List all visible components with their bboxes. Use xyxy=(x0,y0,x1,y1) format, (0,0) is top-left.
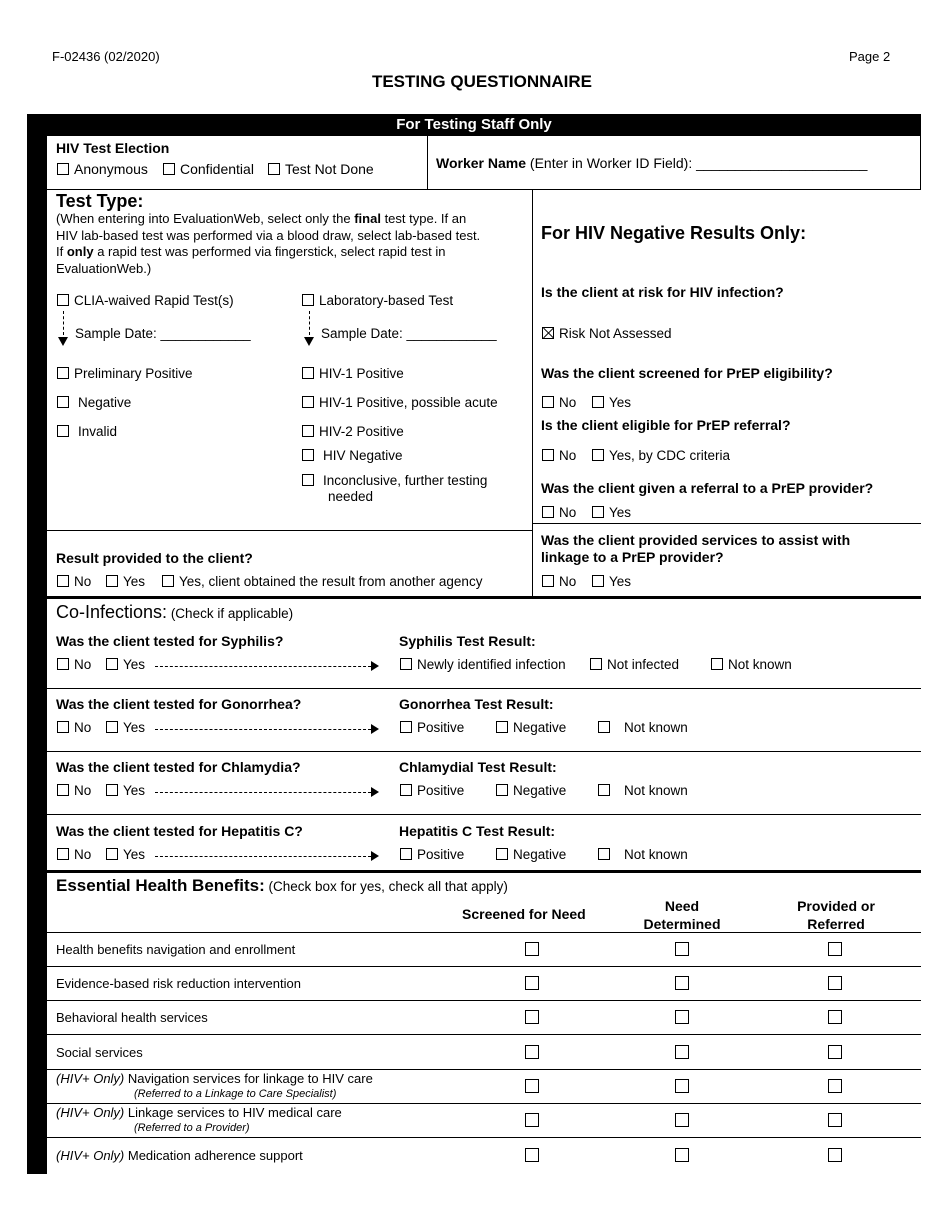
chlamydia-result-option[interactable]: Not known xyxy=(598,783,688,798)
lab-sample-date[interactable]: Sample Date: ____________ xyxy=(321,326,497,341)
col-provided-header: Provided or Referred xyxy=(797,898,875,932)
benefit-need-checkbox[interactable] xyxy=(675,1045,689,1059)
linkage-no-option[interactable]: No xyxy=(542,574,576,589)
benefit-provided-checkbox[interactable] xyxy=(828,942,842,956)
syphilis-result-option[interactable]: Not known xyxy=(711,657,792,672)
lab-test-checkbox[interactable] xyxy=(302,294,314,306)
benefit-need-checkbox[interactable] xyxy=(675,976,689,990)
benefit-screened-checkbox[interactable] xyxy=(525,1079,539,1093)
test-type-heading: Test Type: xyxy=(56,191,144,211)
chlamydia-result-label: Chlamydial Test Result: xyxy=(399,759,557,775)
gonorrhea-result-checkbox[interactable] xyxy=(598,721,610,733)
rapid-test-checkbox[interactable] xyxy=(57,294,69,306)
inconclusive-option[interactable]: Inconclusive, further testing needed xyxy=(302,473,487,505)
syphilis-result-option[interactable]: Newly identified infection xyxy=(400,657,566,672)
gonorrhea-result-label: Gonorrhea Test Result: xyxy=(399,696,554,712)
chlamydia-result-option[interactable]: Positive xyxy=(400,783,464,798)
risk-not-assessed-checkbox[interactable] xyxy=(542,327,554,339)
hepatitis-c-result-option[interactable]: Negative xyxy=(496,847,566,862)
hepatitis-c-result-label: Hepatitis C Test Result: xyxy=(399,823,556,839)
gonorrhea-result-option[interactable]: Not known xyxy=(598,720,688,735)
referral-yes-option[interactable]: Yes xyxy=(592,505,631,520)
linkage-yes-checkbox[interactable] xyxy=(592,575,604,587)
hepatitis-c-question: Was the client tested for Hepatitis C? xyxy=(56,823,303,839)
test-not-done-checkbox[interactable] xyxy=(268,163,280,175)
benefit-provided-checkbox[interactable] xyxy=(828,1148,842,1162)
arrow-line xyxy=(155,792,371,793)
chlamydia-result-checkbox[interactable] xyxy=(598,784,610,796)
prep-screened-question: Was the client screened for PrEP eligibility? xyxy=(541,365,833,381)
screened-no-option[interactable]: No xyxy=(542,395,576,410)
linkage-yes-option[interactable]: Yes xyxy=(592,574,631,589)
hiv1-positive-checkbox[interactable] xyxy=(302,367,314,379)
result-yes-option[interactable]: Yes xyxy=(106,574,145,589)
arrow-down-icon xyxy=(58,337,68,346)
gonorrhea-result-option[interactable]: Negative xyxy=(496,720,566,735)
benefit-screened-checkbox[interactable] xyxy=(525,1148,539,1162)
referral-no-option[interactable]: No xyxy=(542,505,576,520)
invalid-checkbox[interactable] xyxy=(57,425,69,437)
arrow-right-icon xyxy=(371,661,379,671)
col-need-header: Need Determined xyxy=(643,898,721,932)
hiv1-acute-option[interactable]: HIV-1 Positive, possible acute xyxy=(302,395,498,410)
anonymous-checkbox[interactable] xyxy=(57,163,69,175)
syphilis-result-option[interactable]: Not infected xyxy=(590,657,679,672)
hiv2-positive-option[interactable]: HIV-2 Positive xyxy=(302,424,404,439)
invalid-option[interactable]: Invalid xyxy=(57,424,117,439)
result-yes-checkbox[interactable] xyxy=(106,575,118,587)
result-other-agency-checkbox[interactable] xyxy=(162,575,174,587)
hepatitis-c-result-checkbox[interactable] xyxy=(496,848,508,860)
prep-linkage-question: Was the client provided services to assist with linkage to a PrEP provider? xyxy=(541,532,851,565)
hepatitis-c-tested-no-checkbox[interactable] xyxy=(57,848,69,860)
benefit-row-label: Health benefits navigation and enrollment xyxy=(56,942,296,957)
negative-results-heading: For HIV Negative Results Only: xyxy=(541,223,807,243)
benefit-screened-checkbox[interactable] xyxy=(525,976,539,990)
eligible-yes-option[interactable]: Yes, by CDC criteria xyxy=(592,448,730,463)
benefit-need-checkbox[interactable] xyxy=(675,1113,689,1127)
chlamydia-result-checkbox[interactable] xyxy=(400,784,412,796)
negative-option[interactable]: Negative xyxy=(57,395,131,410)
test-not-done-option[interactable]: Test Not Done xyxy=(268,161,374,177)
hepatitis-c-tested-no-option[interactable]: No xyxy=(57,847,91,862)
chlamydia-question: Was the client tested for Chlamydia? xyxy=(56,759,301,775)
eligible-no-option[interactable]: No xyxy=(542,448,576,463)
result-provided-question: Result provided to the client? xyxy=(56,550,253,566)
benefit-screened-checkbox[interactable] xyxy=(525,1113,539,1127)
risk-question: Is the client at risk for HIV infection? xyxy=(541,284,784,300)
benefits-heading: Essential Health Benefits: (Check box for yes, check all that apply) xyxy=(56,876,508,895)
hiv1-positive-option[interactable]: HIV-1 Positive xyxy=(302,366,404,381)
benefit-need-checkbox[interactable] xyxy=(675,1010,689,1024)
confidential-option[interactable]: Confidential xyxy=(163,161,254,177)
page-title: TESTING QUESTIONNAIRE xyxy=(371,72,593,91)
result-no-checkbox[interactable] xyxy=(57,575,69,587)
benefit-row-label: Behavioral health services xyxy=(56,1010,208,1025)
chlamydia-tested-no-checkbox[interactable] xyxy=(57,784,69,796)
chlamydia-result-checkbox[interactable] xyxy=(496,784,508,796)
eligible-no-checkbox[interactable] xyxy=(542,449,554,461)
gonorrhea-tested-no-checkbox[interactable] xyxy=(57,721,69,733)
screened-yes-checkbox[interactable] xyxy=(592,396,604,408)
col-screened-header: Screened for Need xyxy=(462,906,586,922)
syphilis-result-checkbox[interactable] xyxy=(400,658,412,670)
lab-test-option[interactable]: Laboratory-based Test xyxy=(302,293,453,308)
result-no-option[interactable]: No xyxy=(57,574,91,589)
result-other-agency-option[interactable]: Yes, client obtained the result from another agency xyxy=(162,574,482,589)
arrow-right-icon xyxy=(371,851,379,861)
rapid-test-option[interactable]: CLIA-waived Rapid Test(s) xyxy=(57,293,234,308)
confidential-checkbox[interactable] xyxy=(163,163,175,175)
form-id: F-02436 (02/2020) xyxy=(52,49,160,64)
benefit-provided-checkbox[interactable] xyxy=(828,1079,842,1093)
benefit-row-label: (HIV+ Only) Navigation services for linkage to HIV care (Referred to a Linkage to Care Specialist) xyxy=(56,1071,373,1100)
arrow-line xyxy=(155,666,371,667)
test-type-note: (When entering into EvaluationWeb, select only the final test type. If an HIV lab-based test was performed via a blood draw, select lab-based test. If only a rapid test was performed via fingerstick, select rapid test in EvaluationWeb.) xyxy=(56,211,481,276)
hiv1-acute-checkbox[interactable] xyxy=(302,396,314,408)
election-heading: HIV Test Election xyxy=(56,140,170,156)
gonorrhea-question: Was the client tested for Gonorrhea? xyxy=(56,696,302,712)
preliminary-positive-option[interactable]: Preliminary Positive xyxy=(57,366,193,381)
staff-only-banner: For Testing Staff Only xyxy=(27,114,921,136)
gonorrhea-result-option[interactable]: Positive xyxy=(400,720,464,735)
syphilis-tested-no-checkbox[interactable] xyxy=(57,658,69,670)
referral-yes-checkbox[interactable] xyxy=(592,506,604,518)
arrow-down-icon xyxy=(304,337,314,346)
chlamydia-tested-yes-option[interactable]: Yes xyxy=(106,783,145,798)
left-margin-bar xyxy=(27,114,47,1174)
gonorrhea-tested-yes-option[interactable]: Yes xyxy=(106,720,145,735)
hepatitis-c-result-option[interactable]: Not known xyxy=(598,847,688,862)
risk-not-assessed-option[interactable]: Risk Not Assessed xyxy=(542,326,672,341)
benefit-screened-checkbox[interactable] xyxy=(525,1010,539,1024)
syphilis-result-label: Syphilis Test Result: xyxy=(399,633,536,649)
arrow-line xyxy=(155,856,371,857)
syphilis-question: Was the client tested for Syphilis? xyxy=(56,633,284,649)
benefit-need-checkbox[interactable] xyxy=(675,1079,689,1093)
syphilis-tested-yes-checkbox[interactable] xyxy=(106,658,118,670)
benefit-row-label: (HIV+ Only) Linkage services to HIV medical care (Referred to a Provider) xyxy=(56,1105,342,1134)
chlamydia-tested-yes-checkbox[interactable] xyxy=(106,784,118,796)
page-number: Page 2 xyxy=(849,49,891,64)
benefit-screened-checkbox[interactable] xyxy=(525,942,539,956)
hepatitis-c-result-checkbox[interactable] xyxy=(400,848,412,860)
referral-no-checkbox[interactable] xyxy=(542,506,554,518)
negative-checkbox[interactable] xyxy=(57,396,69,408)
hepatitis-c-result-option[interactable]: Positive xyxy=(400,847,464,862)
syphilis-tested-yes-option[interactable]: Yes xyxy=(106,657,145,672)
hepatitis-c-result-checkbox[interactable] xyxy=(598,848,610,860)
benefit-need-checkbox[interactable] xyxy=(675,942,689,956)
arrow-right-icon xyxy=(371,724,379,734)
syphilis-result-checkbox[interactable] xyxy=(590,658,602,670)
benefit-provided-checkbox[interactable] xyxy=(828,1113,842,1127)
prep-referral-question: Was the client given a referral to a PrEP provider? xyxy=(541,480,874,496)
syphilis-tested-no-option[interactable]: No xyxy=(57,657,91,672)
chlamydia-tested-no-option[interactable]: No xyxy=(57,783,91,798)
syphilis-result-checkbox[interactable] xyxy=(711,658,723,670)
benefit-provided-checkbox[interactable] xyxy=(828,1010,842,1024)
screened-yes-option[interactable]: Yes xyxy=(592,395,631,410)
coinfections-heading: Co-Infections: (Check if applicable) xyxy=(56,602,294,622)
gonorrhea-result-checkbox[interactable] xyxy=(496,721,508,733)
hiv-negative-checkbox[interactable] xyxy=(302,449,314,461)
gonorrhea-result-checkbox[interactable] xyxy=(400,721,412,733)
preliminary-positive-checkbox[interactable] xyxy=(57,367,69,379)
benefit-provided-checkbox[interactable] xyxy=(828,976,842,990)
chlamydia-result-option[interactable]: Negative xyxy=(496,783,566,798)
benefit-row-label: (HIV+ Only) Medication adherence support xyxy=(56,1148,303,1163)
hiv2-positive-checkbox[interactable] xyxy=(302,425,314,437)
benefit-row-label: Social services xyxy=(56,1045,143,1060)
hiv-negative-option[interactable]: HIV Negative xyxy=(302,448,403,463)
linkage-no-checkbox[interactable] xyxy=(542,575,554,587)
inconclusive-checkbox[interactable] xyxy=(302,474,314,486)
gonorrhea-tested-yes-checkbox[interactable] xyxy=(106,721,118,733)
arrow-right-icon xyxy=(371,787,379,797)
screened-no-checkbox[interactable] xyxy=(542,396,554,408)
hepatitis-c-tested-yes-checkbox[interactable] xyxy=(106,848,118,860)
anonymous-option[interactable]: Anonymous xyxy=(57,161,148,177)
benefit-row-label: Evidence-based risk reduction intervention xyxy=(56,976,301,991)
benefit-screened-checkbox[interactable] xyxy=(525,1045,539,1059)
worker-name-field[interactable]: Worker Name (Enter in Worker ID Field): ______________________ xyxy=(436,155,868,171)
gonorrhea-tested-no-option[interactable]: No xyxy=(57,720,91,735)
benefit-provided-checkbox[interactable] xyxy=(828,1045,842,1059)
hepatitis-c-tested-yes-option[interactable]: Yes xyxy=(106,847,145,862)
eligible-yes-checkbox[interactable] xyxy=(592,449,604,461)
prep-eligible-question: Is the client eligible for PrEP referral? xyxy=(541,417,791,433)
benefit-need-checkbox[interactable] xyxy=(675,1148,689,1162)
rapid-sample-date[interactable]: Sample Date: ____________ xyxy=(75,326,251,341)
arrow-line xyxy=(155,729,371,730)
